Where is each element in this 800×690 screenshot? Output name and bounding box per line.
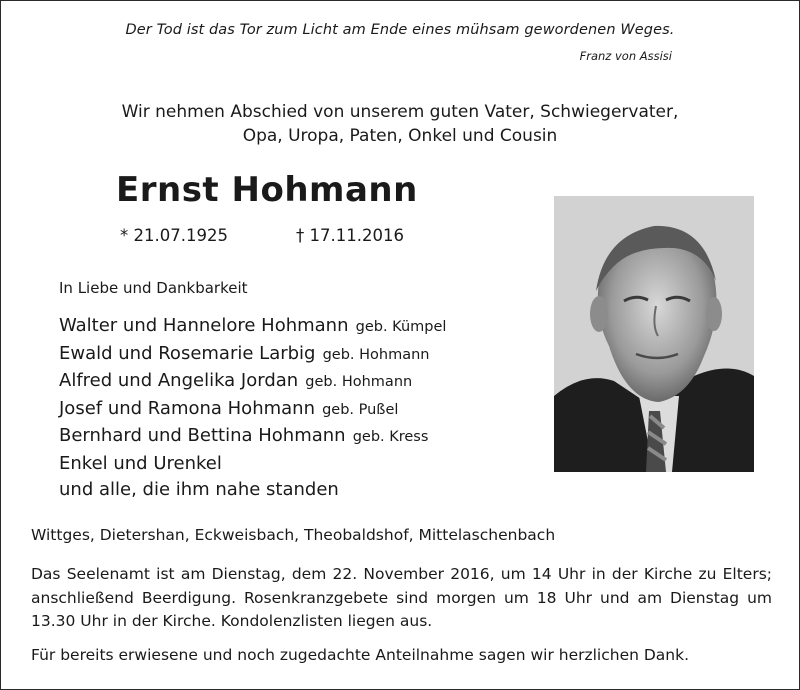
maiden-name: geb. Pußel — [322, 401, 399, 418]
mourner-names: Ewald und Rosemarie Larbig — [59, 342, 316, 364]
maiden-name: geb. Kress — [352, 429, 429, 445]
intro-line-2: Opa, Uropa, Paten, Onkel und Cousin — [242, 126, 558, 146]
intro-text — [0, 100, 800, 148]
mourner-names: Alfred und Angelika Jordan — [59, 370, 299, 391]
death-date: † 17.11.2016 — [296, 226, 404, 245]
service-details: Das Seelenamt ist am Dienstag, dem 22. November 2016, um 14 Uhr in der Kirche zu Elters; anschließend Beerdigung. Rosenkranzgebete sind morgen um 18 Uhr und am Dienstag um 13.30 Uhr in der Kirche. Kondolenzlisten liegen aus. — [31, 565, 772, 630]
mourner-names: Bernhard und Bettina Hohmann — [59, 425, 346, 446]
portrait-illustration — [554, 196, 754, 472]
quote-text: Der Tod ist das Tor zum Licht am Ende eines mühsam gewordenen Weges. — [125, 22, 675, 38]
mourner-row — [59, 368, 446, 396]
mourner-row — [59, 313, 446, 341]
mourner-row — [59, 341, 446, 369]
maiden-name: geb. Hohmann — [305, 374, 413, 390]
birth-date: * 21.07.1925 — [120, 226, 228, 245]
portrait-photo — [554, 196, 754, 472]
mourners-list — [59, 313, 446, 504]
mourners-heading: In Liebe und Dankbarkeit — [59, 279, 248, 297]
thanks-line: Für bereits erwiesene und noch zugedachte Anteilnahme sagen wir herzlichen Dank. — [31, 646, 690, 664]
maiden-name: geb. Hohmann — [322, 346, 430, 363]
mourner-names: und alle, die ihm nahe standen — [59, 479, 339, 500]
mourner-row — [59, 451, 446, 478]
intro-line-1: Wir nehmen Abschied von unserem guten Vater, Schwiegervater, — [121, 102, 679, 122]
mourner-names: Enkel und Urenkel — [59, 452, 222, 474]
deceased-name: Ernst Hohmann — [116, 170, 418, 210]
quote-author: Franz von Assisi — [579, 49, 672, 63]
mourner-names: Josef und Ramona Hohmann — [59, 397, 315, 419]
mourner-names: Walter und Hannelore Hohmann — [59, 315, 349, 336]
mourner-row — [59, 423, 446, 451]
places-line: Wittges, Dietershan, Eckweisbach, Theobaldshof, Mittelaschenbach — [31, 526, 556, 544]
maiden-name: geb. Kümpel — [355, 319, 447, 335]
mourner-row — [59, 477, 446, 504]
mourner-row — [59, 396, 446, 424]
